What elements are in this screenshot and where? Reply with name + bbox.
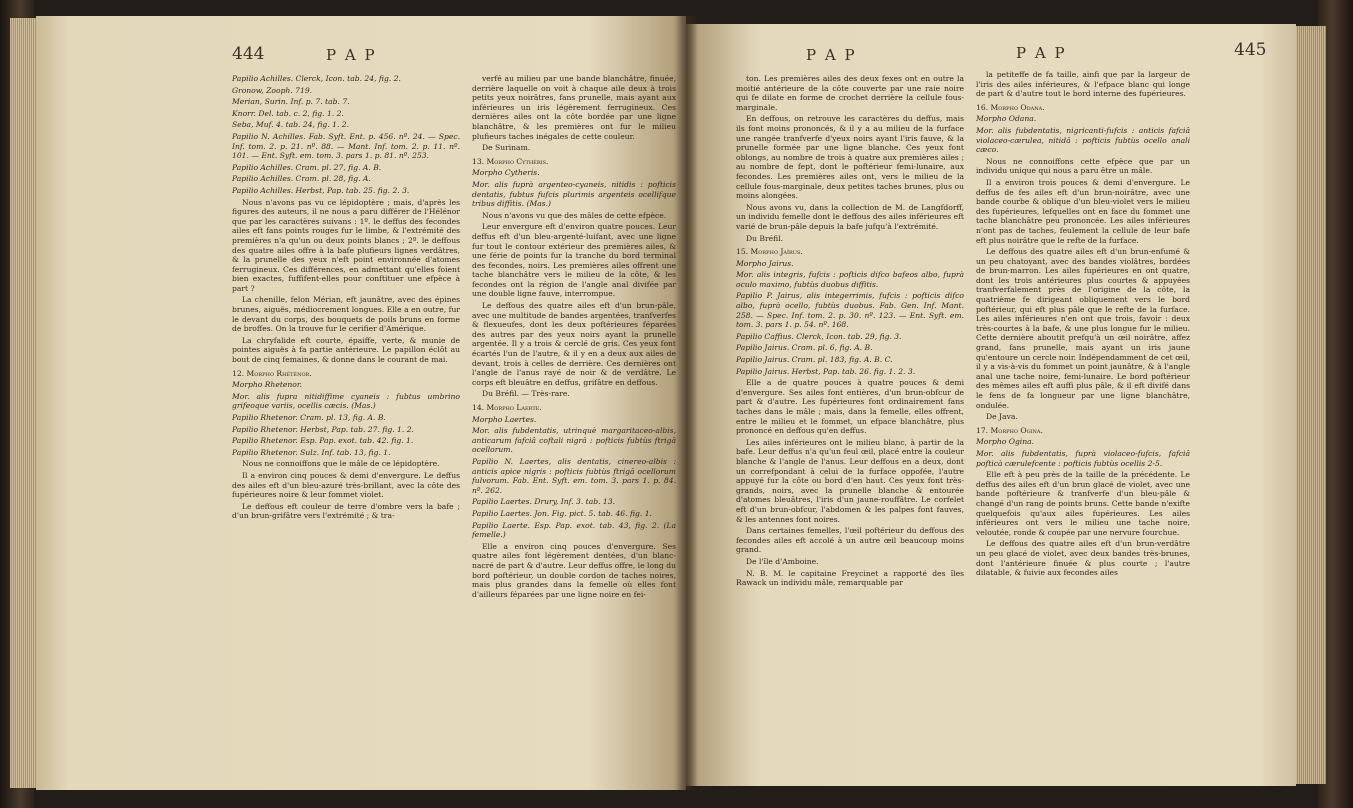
- paragraph: Elle a environ cinq pouces d'envergure. Ses quatre ailes font légèrement dentées, d'un blanc-nacré de part & d'autre. Leur deffus offre, le long du bord poftérieur, un double cordon de taches noires, mais plus grandes dans la femelle où elles font d'ailleurs féparées par une ligne noire en fei-: [472, 541, 676, 599]
- paragraph: Elle eft à peu près de la taille de la précédente. Le deffus des ailes eft d'un brun glacé de violet, avec une bande poftérieure & tranfverfe d'un bleu-pâle & changé d'un rang de points bruns. Cette bande n'exifte quelquefois qu'aux ailes fupérieures. Les ailes inférieures ont vers le milieu une tache noire, veloutée, ronde & coupée par une nervure fourchue.: [976, 470, 1190, 537]
- paragraph: Nous n'avons vu que des mâles de cette efpèce.: [482, 210, 667, 220]
- paragraph: Le deffous des quatre ailes eft d'un brun-enfumé & un peu chatoyant, avec des bandes violâtres, bordées de brun-marron. Les ailes fupérieures en ont quatre, dont les trois antérieures plus courtes & appuyées tranfverfalement près de l'origine de la côte, la quatrième fe dirigeant obliquement vers le bord poftérieur, qui eft plus pâle que le refte de la furface. Les ailes inférieures n'en ont que trois, favoir : deux très-courtes à la bafe, & une plus longue fur le milieu. Cette dernière aboutit prefqu'à un œil noirâtre, affez grand, fans prunelle, mais ayant un iris jaune qu'entoure un cercle noir. Indépendamment de cet œil, il y a vis-à-vis du fommet un point jaunâtre, & à l'angle anal une tache noire, femi-lunaire. Le bord poftérieur des mêmes ailes eft auffi plus pâle, & il eft divifé dans le fens de fa longueur par une ligne blanchâtre, ondulée.: [976, 247, 1190, 410]
- paragraph: Papilio Achilles. Herbst, Pap. tab. 25. fig. 2. 3.: [232, 185, 410, 195]
- paragraph: Il a environ cinq pouces & demi d'envergure. Le deffus des ailes eft d'un bleu-azuré très-brillant, avec la côte des fupérieures noire & leur fommet violet.: [232, 470, 460, 500]
- paragraph: Seba, Muf. 4. tab. 24, fig. 1. 2.: [232, 120, 350, 130]
- paragraph: Papilio Caffius. Clerck, Icon. tab. 29, fig. 3.: [736, 331, 902, 341]
- paragraph: Papilio Jairus. Herbst, Pap. tab. 26. fig. 1. 2. 3.: [736, 366, 916, 376]
- running-header-left: P A P: [806, 46, 857, 64]
- paragraph: Papilio Achilles. Clerck, Icon. tab. 24, fig. 2.: [232, 74, 401, 83]
- paragraph: La chryfalide eft courte, épaiffe, verte, & munie de pointes aiguës à fa partie antérieure. Le papillon éclôt au bout de cinq femaines, & donne dans le courant de mai.: [232, 335, 460, 365]
- paragraph: Morpho Jairus.: [736, 258, 794, 268]
- paragraph: En deffous, on retrouve les caractères du deffus, mais ils font moins prononcés, & il y a au milieu de la furface une rangée tranfverfe d'yeux noirs ayant l'iris fauve, & la prunelle formée par une ligne blanche. Ces yeux font oblongs, au nombre de trois à quatre aux premières ailes ; au nombre de fept, dont le poftérieur femi-lunaire, aux fecondes. Les premières ailes ont, vers le milieu de la cellule fous-marginale, deux petites taches brunes, plus ou moins alongées.: [736, 114, 964, 201]
- paragraph: Morpho Ogina.: [976, 437, 1035, 447]
- paragraph: Mor. alis fuprà argenteo-cyaneis, nitidis : pofticis dentatis, fubtus fufcis plurimis argenteis ocellifque tribus diffitis. (Mas.): [472, 179, 676, 209]
- paragraph: Gronow, Zooph. 719.: [232, 85, 313, 95]
- paragraph: Merian, Surin. Inf. p. 7. tab. 7.: [232, 97, 350, 107]
- paragraph: Papilio Jairus. Cram. pl. 6, fig. A. B.: [736, 343, 873, 353]
- paragraph: Papilio Jairus. Cram. pl. 183, fig. A. B. C.: [736, 355, 893, 365]
- book-gutter: [676, 16, 698, 790]
- paragraph: Papilio Rhetenor. Sulz. Inf. tab. 13, fig. 1.: [232, 447, 391, 457]
- paragraph: De Java.: [986, 412, 1018, 422]
- paragraph: N. B. M. le capitaine Freycinet a rapporté des îles Rawack un individu mâle, remarquable par: [736, 568, 964, 588]
- paragraph: Le deffous eft couleur de terre d'ombre vers la bafe ; d'un brun-grifâtre vers l'extrémité ; & tra-: [232, 501, 460, 521]
- paragraph: La chenille, felon Mérian, eft jaunâtre, avec des épines brunes, aiguës, médiocrement longues. Elle a en outre, fur le devant du corps, des bouquets de poils bruns en forme de broffes. On la trouve fur le cerifier d'Amérique.: [232, 295, 460, 334]
- left-page: [36, 16, 686, 790]
- paragraph: verfé au milieu par une bande blanchâtre, finuée, derrière laquelle on voit à chaque aile deux à trois petits yeux noirâtres, fans prunelle, mais ayant aux inférieures un iris légèrement ferrugineux. Ces dernières ailes ont la côte bordée par une ligne blanchâtre, & les premières ont fur le milieu plufieurs taches inégales de cette couleur.: [472, 74, 676, 141]
- paragraph: 15. Morpho Jaïrus.: [736, 247, 803, 257]
- paragraph: Mor. alis fupra nitidiffime cyaneis : fubtus umbrino grifeoque variis, ocellis cæcis. (Mas.): [232, 391, 460, 411]
- paragraph: De Surinam.: [482, 143, 531, 153]
- paragraph: Papilio N. Laertes, alis dentatis, cinereo-albis : anticis apice nigris : pofticis fubtùs ftrigâ ocellorum fulvorum. Fab. Ent. Syft. em. tom. 3. pars 1. p. 84. nº. 262.: [472, 456, 676, 495]
- right-column-1: [736, 74, 964, 590]
- paragraph: 16. Morpho Odana.: [976, 102, 1045, 112]
- right-page: [686, 24, 1296, 786]
- paragraph: Nous ne connoiffons que le mâle de ce lépidoptère.: [242, 459, 440, 469]
- page-number: 444: [232, 44, 265, 64]
- paragraph: 14. Morpho Laerte.: [472, 403, 542, 412]
- paragraph: De l'île d'Amboine.: [746, 556, 819, 566]
- paragraph: Du Bréfil. — Très-rare.: [482, 389, 570, 399]
- paragraph: Morpho Laertes.: [472, 414, 537, 424]
- paragraph: Papilio Laertes. Drury, Inf. 3. tab. 13.: [472, 497, 616, 507]
- paragraph: Morpho Odana.: [976, 114, 1037, 124]
- paragraph: Mor. alis fubdentatis, utrinquè margaritaceo-albis, anticarum fafciâ coftali nigrâ : pofticis fubtùs ftrigâ ocellorum.: [472, 426, 676, 455]
- paragraph: Papilio Achilles. Cram. pl. 28, fig. A.: [232, 174, 371, 184]
- paragraph: la petiteffe de fa taille, ainfi que par la largeur de l'iris des ailes inférieures, & l'efpace blanc qui longe de part & d'autre tout le bord interne des fupérieures.: [976, 70, 1190, 99]
- paragraph: Les ailes inférieures ont le milieu blanc, à partir de la bafe. Leur deffus n'a qu'un feul œil, placé entre la couleur blanche & l'angle de l'anus. Leur deffous en a deux, dont un correfpondant à celui de la furface oppofée, l'autre appuyé fur la côte ou bord d'en haut. Ces yeux font très-grands, noirs, avec la prunelle blanche & entourée d'atomes bleuâtres, l'iris d'un jaune-rouffâtre. Le corfelet eft d'un brun-obfcur, l'abdomen & les palpes font fauves, & les antennes font noires.: [736, 437, 964, 524]
- paragraph: Leur envergure eft d'environ quatre pouces. Leur deffus eft d'un bleu-argenté-luifant, avec une ligne fur tout le contour extérieur des premières ailes, & une férie de points fur la tranche du bord terminal des fecondes, noirs. Les premières ailes offrent une tache blanchâtre vers le milieu de la côte, & les fecondes ont la région de l'angle anal divifée par une double ligne fauve, interrompue.: [472, 222, 676, 299]
- paragraph: Morpho Rhetenor.: [232, 380, 303, 390]
- paragraph: Knorr. Del. tab. c. 2, fig. 1. 2.: [232, 108, 344, 118]
- running-header: P A P: [326, 46, 377, 64]
- paragraph: Morpho Cytheris.: [472, 168, 540, 178]
- left-column-1: [232, 74, 460, 523]
- paragraph: Papilio N. Achilles. Fab. Syft. Ent. p. 456. nº. 24. — Spec. Inf. tom. 2. p. 21. nº. 88. — Mant. Inf. tom. 2. p. 11. nº. 101. — Ent. Syft. em. tom. 3. pars 1. p. 81. nº. 253.: [232, 131, 460, 161]
- paragraph: Elle a de quatre pouces à quatre pouces & demi d'envergure. Ses ailes font entières, d'un brun-obfcur de part & d'autre. Les fupérieures font ordinairement fans taches dans le mâle ; mais, dans la femelle, elles offrent, entre le milieu et le fommet, un efpace blanchâtre, plus prononcé en deffous qu'en deffus.: [736, 378, 964, 436]
- paragraph: Mor. alis fubdentatis, fuprà violaceo-fufcis, fafciâ pofticà cærulefcente : pofticis fubtùs ocellis 2-5.: [976, 448, 1190, 468]
- paragraph: Nous ne connoiffons cette efpèce que par un individu unique qui nous a paru être un mâle.: [976, 156, 1190, 176]
- paragraph: Nous avons vu, dans la collection de M. de Langfdorff, un individu femelle dont le deffous des ailes inférieures eft varié de brun-pâle depuis la bafe jufqu'à l'extrémité.: [736, 202, 964, 231]
- paragraph: 13. Morpho Cythéris.: [472, 156, 549, 166]
- paragraph: Du Bréfil.: [746, 233, 784, 243]
- paragraph: Papilio Rhetenor. Esp. Pap. exot. tab. 42. fig. 1.: [232, 436, 414, 446]
- paragraph: Il a environ trois pouces & demi d'envergure. Le deffus de fes ailes eft d'un brun-noirâtre, avec une bande courbe & oblique d'un bleu-violet vers le milieu des fupérieures, lefquelles ont en face du fommet une tache blanchâtre peu prononcée. Les ailes inférieures n'ont pas de taches, feulement la cellule de leur bafe eft plus noirâtre que le refte de la furface.: [976, 177, 1190, 245]
- paragraph: Dans certaines femelles, l'œil poftérieur du deffous des fecondes ailes eft accolé à un autre œil beaucoup moins grand.: [736, 526, 964, 555]
- paragraph: Papilio Achilles. Cram. pl. 27, fig. A. B.: [232, 162, 382, 172]
- left-column-2: [472, 74, 676, 601]
- paragraph: Le deffous des quatre ailes eft d'un brun-verdâtre un peu glacé de violet, avec deux bandes très-brunes, dont l'antérieure finuée & plus courte ; l'autre dilatable, & fuivie aux fecondes ailes: [976, 539, 1190, 578]
- page-number: 445: [1234, 40, 1267, 60]
- paragraph: Mor. alis fubdentatis, nigricanti-fufcis : anticis fafciâ violaceo-cærulea, nitidâ : pofticis fubtùs ocello anali cæco.: [976, 125, 1190, 155]
- paragraph: ton. Les premières ailes des deux fexes ont en outre la moitié antérieure de la côte couverte par une raie noire qui fe dilate en forme de crochet derrière la cellule fous-marginale.: [736, 74, 964, 112]
- paragraph: 17. Morpho Ogina.: [976, 425, 1043, 435]
- paragraph: Papilio Rhetenor. Herbst, Pap. tab. 27. fig. 1. 2.: [232, 424, 414, 434]
- running-header-right: P A P: [1016, 44, 1067, 62]
- paragraph: Le deffous des quatre ailes eft d'un brun-pâle, avec une multitude de bandes argentées, tranfverfes & flexueufes, dont les deux poftérieures féparées des autres par des yeux noirs ayant la prunelle argentée. Il y a trois & cerclé de gris. Ces yeux font écartés l'un de l'autre, & il y en a deux aux ailes de devant, trois à celles de derrière. Ces dernières ont l'angle de l'anus rayé de noir & de verdâtre. Le corps eft bleuâtre en deffus, grifâtre en deffous.: [472, 301, 676, 387]
- paragraph: Papilio Laerte. Esp. Pap. exot. tab. 43, fig. 2. (La femelle.): [472, 520, 676, 540]
- paragraph: Mor. alis integris, fufcis : pofticis difco bafeos albo, fuprà oculo maximo, fubtùs duobus diffitis.: [736, 270, 964, 289]
- paragraph: Papilio P. Jairus, alis integerrimis, fufcis : pofticis difco albo, fuprà ocello, fubtùs duobus. Fab. Gen. Inf. Mant. 258. — Spec. Inf. tom. 2. p. 30. nº. 123. — Ent. Syft. em. tom. 3. pars 1. p. 54. nº. 168.: [736, 291, 964, 330]
- right-column-2: [976, 70, 1190, 580]
- paragraph: Nous n'avons pas vu ce lépidoptère ; mais, d'après les figures des auteurs, il ne nous a paru différer de l'Hélénor que par les caractères suivans : 1º. le deffus des fecondes ailes eft fans points rouges fur le limbe, & l'extrémité des premières n'a qu'un ou deux points blancs ; 2º. le deffous des quatre ailes offre à la bafe plufieurs lignes verdâtres, & la prunelle des yeux n'eft point environnée d'atomes ferrugineux. Ces différences, en admettant qu'elles foient bien exactes, fuffifent-elles pour conftituer une efpèce à part ?: [232, 197, 460, 293]
- paragraph: Papilio Rhetenor. Cram. pl. 13, fig. A. B.: [232, 413, 386, 422]
- paragraph: 12. Morpho Rhéténor.: [232, 368, 312, 378]
- paragraph: Papilio Laertes. Jon. Fig. pict. 5. tab. 46. fig. 1.: [472, 508, 652, 518]
